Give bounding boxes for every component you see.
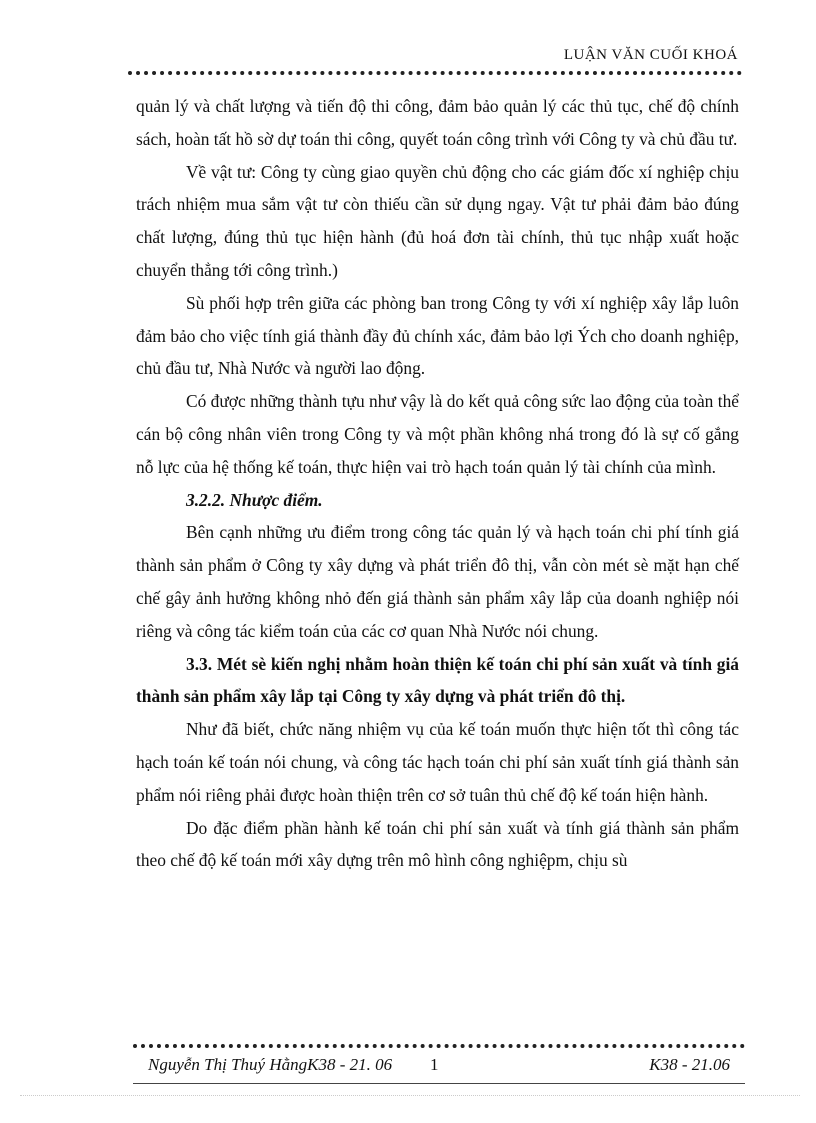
header-dotted-rule (128, 71, 742, 75)
page-bottom-dots (20, 1095, 800, 1096)
body-paragraph: Có được những thành tựu như vậy là do kết quả công sức lao động của toàn thể cán bộ công nhân viên trong Công ty và một phần không nhá trong đó là sự cố gắng nỗ lực của hệ thống kế toán, thực hiện vai trò hạch toán quản lý tài chính của mình. (136, 391, 739, 477)
subsection-heading: 3.2.2. Nhược điểm. (186, 489, 323, 510)
body-paragraph: Sù phối hợp trên giữa các phòng ban trong Công ty với xí nghiệp xây lắp luôn đảm bảo cho việc tính giá thành đầy đủ chính xác, đảm bảo lợi Ých cho doanh nghiệp, chủ đầu tư, Nhà Nước và người lao động. (136, 292, 739, 379)
body-paragraph: quản lý và chất lượng và tiến độ thi công, đảm bảo quản lý các thủ tục, chế độ chính sách, hoàn tất hồ sờ dự toán thi công, quyết toán công trình với Công ty và chủ đầu tư. (136, 96, 739, 149)
footer-author: Nguyễn Thị Thuý HằngK38 - 21. 06 (148, 1055, 393, 1074)
page-header-title: LUẬN VĂN CUỐI KHOÁ (563, 47, 738, 63)
body-paragraph: Như đã biết, chức năng nhiệm vụ của kế toán muốn thực hiện tốt thì công tác hạch toán kế toán nói chung, và công tác hạch toán chi phí sản xuất tính giá thành sản phẩm nói riêng phải được hoàn thiện trên cơ sở tuân thủ chế độ kế toán hiện hành. (136, 719, 739, 805)
footer-thin-rule (133, 1083, 745, 1084)
body-paragraph: Bên cạnh những ưu điểm trong công tác quản lý và hạch toán chi phí tính giá thành sản phẩm ở Công ty xây dựng và phát triển đô thị, vẫn còn mét sè mặt hạn chế chế gây ảnh hưởng không nhỏ đến giá thành sản phẩm xây lắp của doanh nghiệp nói riêng và công tác kiểm toán của các cơ quan Nhà Nước nói chung. (136, 522, 739, 641)
footer-dotted-rule (133, 1044, 745, 1048)
body-paragraph: Do đặc điểm phần hành kế toán chi phí sản xuất và tính giá thành sản phẩm theo chế độ kế toán mới xây dựng trên mô hình công nghiệpm, chịu sù (136, 817, 739, 871)
footer-page-number: 1 (430, 1055, 439, 1074)
body-paragraph: Về vật tư: Công ty cùng giao quyền chủ động cho các giám đốc xí nghiệp chịu trách nhiệm mua sắm vật tư còn thiếu cần sử dụng ngay. Vật tư phải đảm bảo đúng chất lượng, đúng thủ tục hiện hành (đủ hoá đơn tài chính, thủ tục nhập xuất hoặc chuyển thẳng tới công trình.) (136, 161, 739, 280)
section-heading: 3.3. Mét sè kiến nghị nhằm hoàn thiện kế toán chi phí sản xuất và tính giá thành sản phẩm xây lắp tại Công ty xây dựng và phát triển đô thị. (136, 653, 739, 707)
document-body (136, 90, 739, 877)
footer-class-code: K38 - 21.06 (649, 1055, 730, 1074)
